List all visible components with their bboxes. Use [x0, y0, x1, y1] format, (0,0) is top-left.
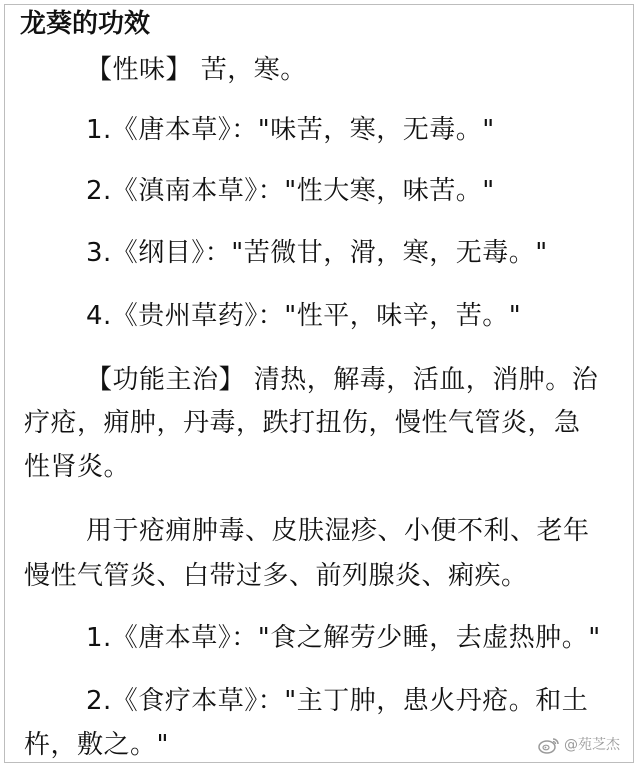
function-quote-2-continued: 杵，敷之。"	[24, 730, 169, 760]
property-quote-2: 2.《滇南本草》："性大寒，味苦。"	[86, 176, 495, 206]
property-quote-4: 4.《贵州草药》："性平，味辛，苦。"	[86, 301, 522, 331]
page-title: 龙葵的功效	[20, 9, 151, 39]
functions-line-3: 性肾炎。	[24, 452, 131, 482]
property-quote-3: 3.《纲目》："苦微甘，滑，寒，无毒。"	[86, 238, 548, 268]
functions-line-2: 疗疮，痈肿，丹毒，跌打扭伤，慢性气管炎，急	[24, 408, 581, 438]
watermark	[538, 735, 620, 755]
functions-line-1: 【功能主治】 清热，解毒，活血，消肿。治	[86, 365, 599, 395]
function-quote-2: 2.《食疗本草》："主丁肿，患火丹疮。和土	[86, 686, 589, 716]
properties-line: 【性味】 苦，寒。	[86, 55, 307, 85]
property-quote-1: 1.《唐本草》："味苦，寒，无毒。"	[86, 115, 495, 145]
watermark-text: @苑芝杰	[564, 737, 620, 753]
function-quote-1: 1.《唐本草》："食之解劳少睡，去虚热肿。"	[86, 623, 601, 653]
usage-line-2: 慢性气管炎、白带过多、前列腺炎、痢疾。	[24, 561, 528, 591]
usage-line-1: 用于疮痈肿毒、皮肤湿疹、小便不利、老年	[86, 516, 590, 546]
weibo-icon	[538, 736, 560, 754]
